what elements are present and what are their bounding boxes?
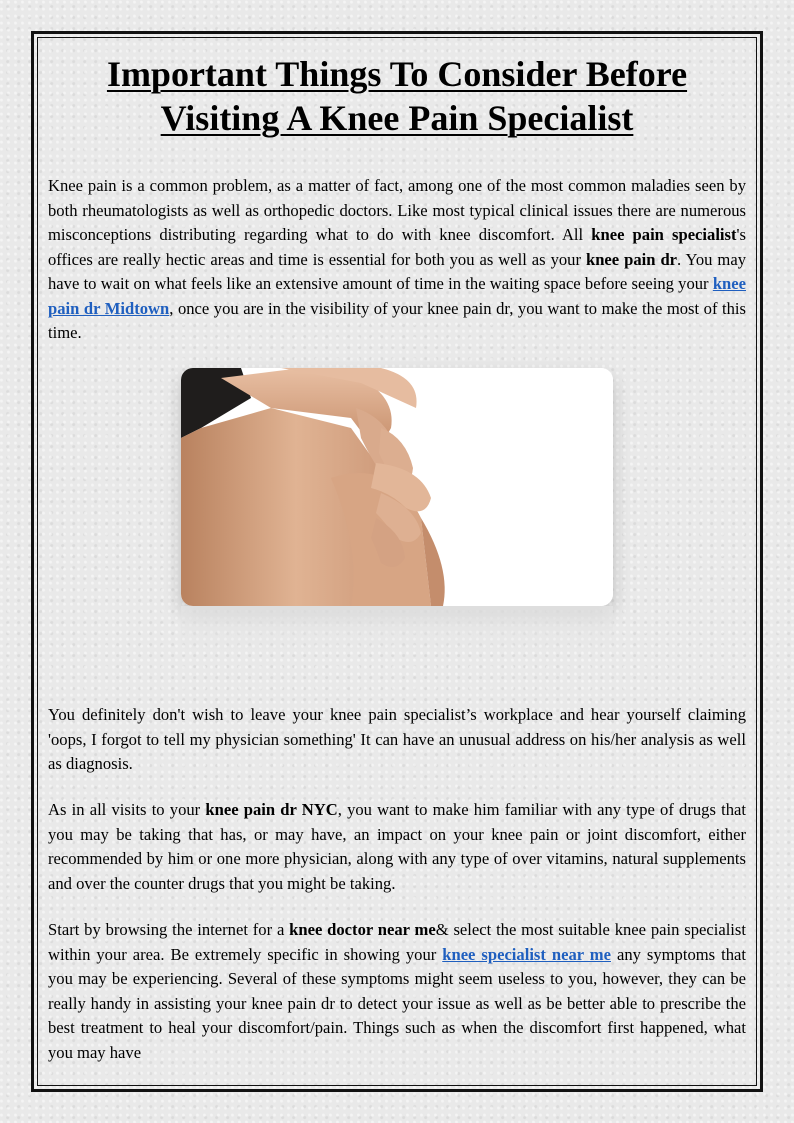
paragraph-2: You definitely don't wish to leave your knee pain specialist’s workplace and hear yourself claiming 'oops, I forgot to tell my physician something' It can have an unusual address on his/her analysis as well as diagnosis. bbox=[48, 705, 746, 773]
page-title bbox=[48, 52, 746, 140]
p3-text-1: As in all visits to your bbox=[48, 800, 206, 819]
intro-text-4: , once you are in the visibility of your knee pain dr, you want to make the most of this time. bbox=[48, 298, 746, 342]
title-line-2: Visiting A Knee Pain Specialist bbox=[160, 98, 634, 138]
p4-text-3: any symptoms that you may be experiencing. Several of these symptoms might seem useless to you, however, they can be really handy in assisting your knee pain dr to detect your issue as well as be better able to prescribe the best treatment to heal your discomfort/pain. Things such as when the discomfort first happened, what you may have bbox=[48, 944, 746, 1062]
p4-bold-1: knee doctor near me bbox=[289, 920, 436, 939]
paragraph-3 bbox=[48, 798, 746, 896]
intro-bold-1: knee pain specialist bbox=[591, 225, 737, 244]
p4-text-2: & select the most suitable knee pain specialist within your area. Be extremely specific in showing your bbox=[48, 920, 746, 964]
intro-bold-2: knee pain dr bbox=[585, 249, 678, 269]
title-line-1: Important Things To Consider Before bbox=[106, 54, 688, 94]
hands-holding-knee-photo bbox=[181, 368, 613, 606]
p3-text-2: , you want to make him familiar with any type of drugs that you may be taking that has, or may have, an impact on your knee pain or joint discomfort, either recommended by him or one more physician, along with any type of over vitamins, natural supplements and over the counter drugs that you might be taking. bbox=[48, 800, 746, 893]
p3-bold-1: knee pain dr NYC bbox=[205, 800, 338, 819]
intro-paragraph bbox=[48, 174, 746, 346]
photo-reflection bbox=[181, 606, 613, 654]
intro-text-3: . You may have to wait on what feels like an extensive amount of time in the waiting space before seeing your bbox=[48, 249, 746, 293]
intro-text-1: Knee pain is a common problem, as a matter of fact, among one of the most common maladies seen by both rheumatologists as well as orthopedic doctors. Like most typical clinical issues there are numerous misconceptions distributing regarding what to do with knee discomfort. All bbox=[48, 176, 746, 244]
knee-pain-dr-midtown-link[interactable]: knee pain dr Midtown bbox=[48, 274, 746, 318]
paragraph-4 bbox=[48, 918, 746, 1065]
intro-text-2: 's offices are really hectic areas and time is essential for both you as well as your bbox=[48, 225, 746, 269]
knee-specialist-near-me-link[interactable]: knee specialist near me bbox=[442, 944, 611, 964]
knee-photo bbox=[181, 368, 613, 606]
p4-text-1: Start by browsing the internet for a bbox=[48, 920, 290, 939]
